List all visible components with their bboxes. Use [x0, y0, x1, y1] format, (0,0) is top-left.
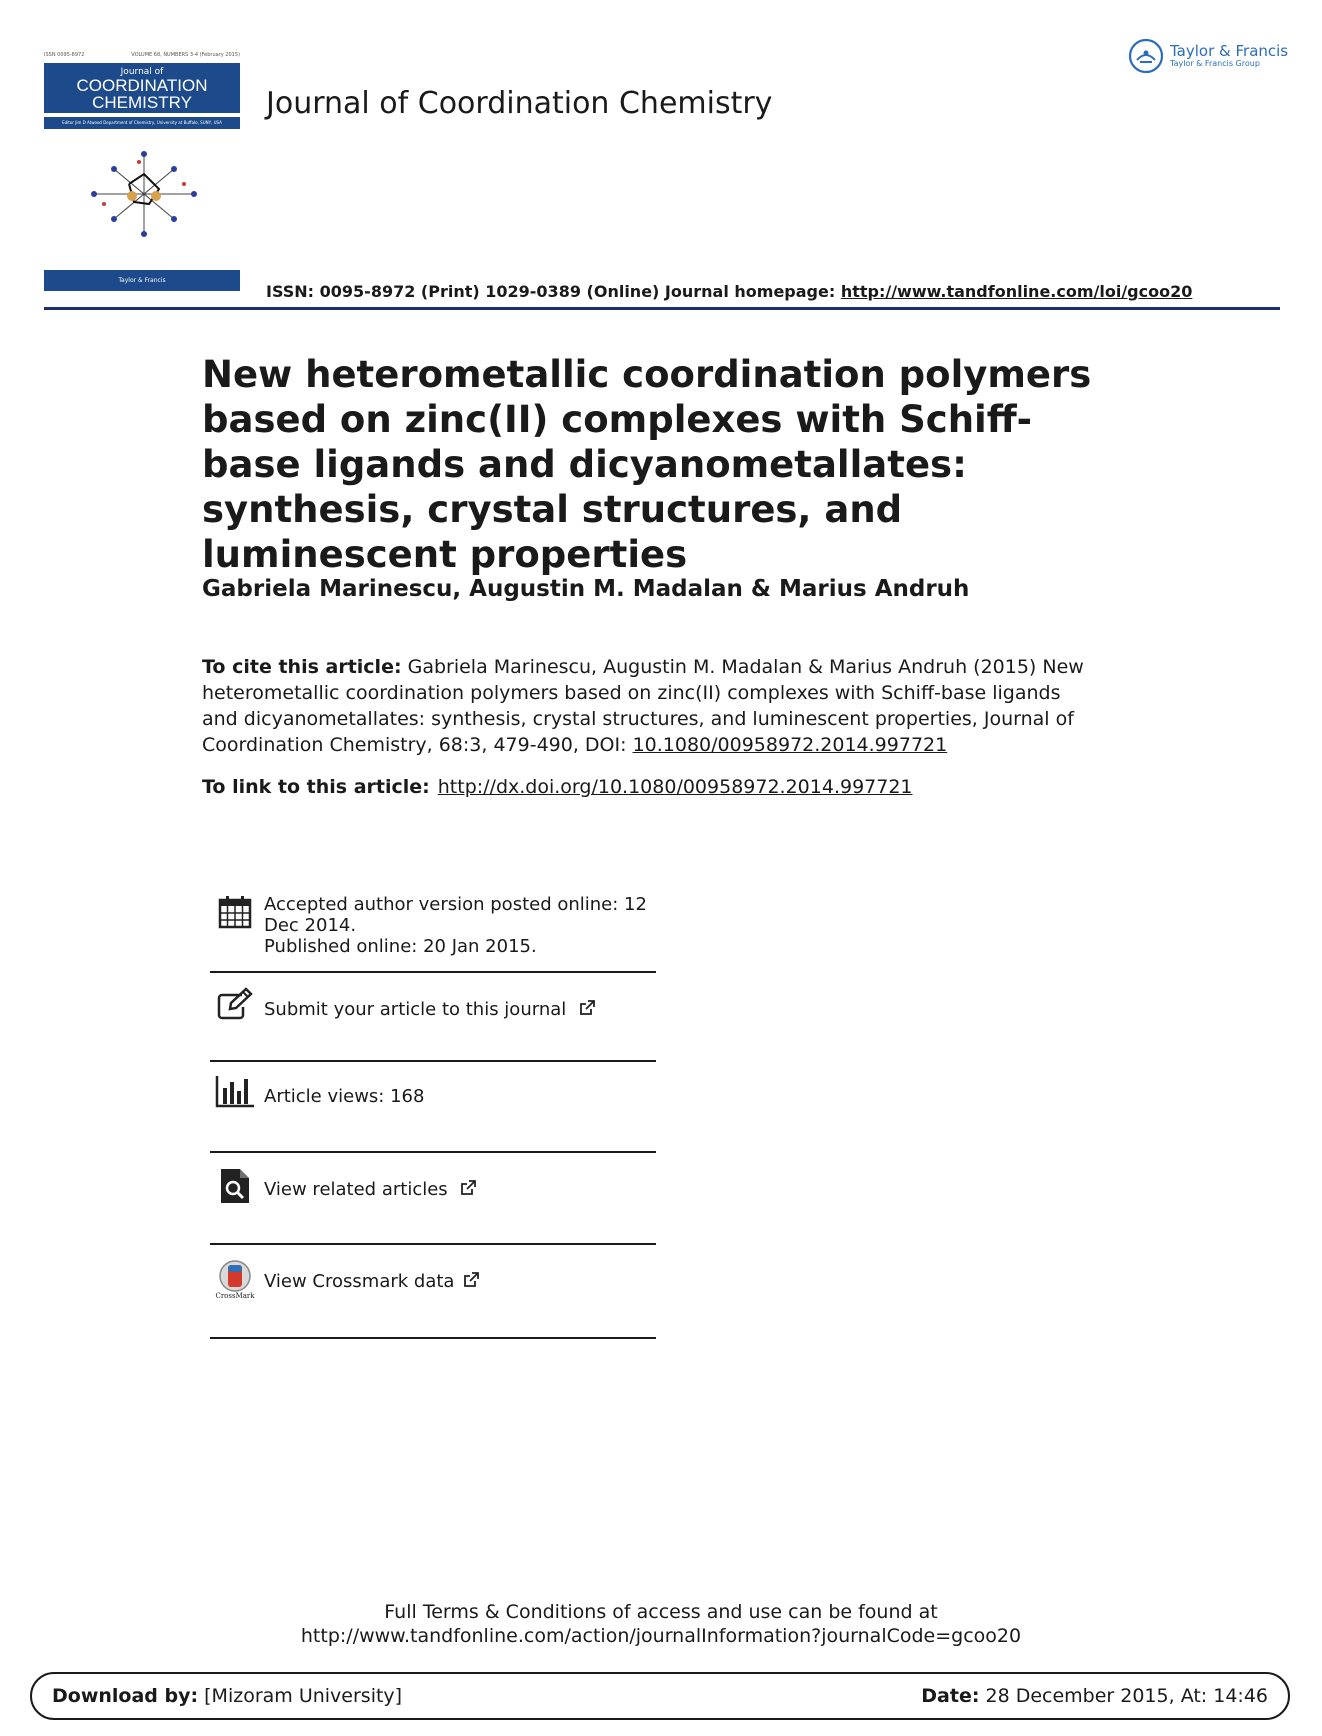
crossmark-logo-text: CrossMark — [215, 1292, 255, 1300]
cover-publisher: Taylor & Francis — [44, 270, 240, 291]
cover-issn: ISSN 0095-8972 — [44, 52, 85, 58]
external-link-icon — [578, 999, 596, 1017]
publisher-name: Taylor & Francis — [1170, 42, 1289, 60]
cover-top-strip — [44, 52, 240, 62]
related-articles-link[interactable]: View related articles — [264, 1179, 448, 1200]
crossmark-link[interactable]: View Crossmark data — [264, 1271, 455, 1292]
accepted-date-line2: Dec 2014. — [264, 915, 357, 936]
article-doi-url-link[interactable]: http://dx.doi.org/10.1080/00958972.2014.997721 — [437, 776, 913, 798]
publisher-logo[interactable] — [1128, 38, 1288, 74]
related-articles-row[interactable] — [210, 1153, 656, 1245]
edit-icon — [216, 987, 254, 1021]
doi-link[interactable]: 10.1080/00958972.2014.997721 — [632, 734, 948, 756]
journal-cover — [44, 52, 240, 292]
article-views-row — [210, 1062, 656, 1153]
cover-volume: VOLUME 68, NUMBERS 3-4 (February 2015) — [131, 52, 240, 58]
date-label: Date: — [921, 1685, 980, 1707]
cover-header — [44, 63, 240, 113]
article-title: New heterometallic coordination polymers based on zinc(II) complexes with Schiff-base ligands and dicyanometallates: synthesis, crystal structures, and luminescent properties — [202, 353, 1092, 576]
external-link-icon — [459, 1179, 477, 1197]
cover-editor: Editor Jim D Atwood Department of Chemistry, University at Buffalo, SUNY, USA — [44, 117, 240, 129]
calendar-icon — [217, 894, 253, 930]
citation-block — [202, 654, 1102, 758]
article-views: Article views: 168 — [264, 1086, 425, 1107]
issn-text: ISSN: 0095-8972 (Print) 1029-0389 (Online) Journal homepage: — [266, 282, 841, 301]
download-date — [921, 1685, 1268, 1707]
downloaded-by — [52, 1685, 402, 1707]
article-link-line — [202, 776, 913, 798]
link-label: To link to this article: — [202, 776, 430, 798]
cite-text: Gabriela Marinescu, Augustin M. Madalan & Marius Andruh (2015) New heterometallic coordination polymers based on zinc(II) complexes with Schiff-base ligands and dicyanometallates: synthesis, crystal structures, and luminescent properties, Journal of Coordination Chemistry, 68:3, 479-490, DOI: — [202, 656, 1084, 756]
download-info-bar — [30, 1672, 1290, 1720]
download-value: [Mizoram University] — [198, 1685, 403, 1707]
date-value: 28 December 2015, At: 14:46 — [979, 1685, 1268, 1707]
issn-line — [266, 282, 1192, 301]
article-info-list — [210, 880, 656, 1339]
crossmark-icon — [217, 1259, 253, 1293]
terms-conditions — [0, 1600, 1322, 1648]
molecule-illustration-icon — [84, 144, 204, 244]
bar-chart-icon — [215, 1074, 255, 1108]
journal-homepage-link[interactable]: http://www.tandfonline.com/loi/gcoo20 — [840, 282, 1193, 301]
accepted-date-line1: Accepted author version posted online: 12 — [264, 894, 647, 915]
cover-line1: COORDINATION — [76, 76, 208, 95]
published-date: Published online: 20 Jan 2015. — [264, 936, 537, 957]
header-divider — [44, 307, 1280, 310]
journal-title: Journal of Coordination Chemistry — [266, 86, 773, 121]
crossmark-row[interactable] — [210, 1245, 656, 1339]
article-authors: Gabriela Marinescu, Augustin M. Madalan & Marius Andruh — [202, 576, 970, 602]
terms-line1: Full Terms & Conditions of access and use can be found at — [384, 1601, 938, 1623]
download-label: Download by: — [52, 1685, 199, 1707]
publisher-group: Taylor & Francis Group — [1170, 59, 1260, 68]
submit-article-row[interactable] — [210, 973, 656, 1062]
cover-journal-of: Journal of — [120, 67, 164, 77]
external-link-icon — [462, 1271, 480, 1289]
cite-label: To cite this article: — [202, 656, 402, 678]
document-search-icon — [219, 1167, 251, 1205]
terms-url-link[interactable]: http://www.tandfonline.com/action/journalInformation?journalCode=gcoo20 — [300, 1625, 1022, 1647]
cover-line2: CHEMISTRY — [92, 93, 192, 112]
publication-dates — [210, 880, 656, 973]
taylor-francis-logo-icon — [1128, 38, 1164, 74]
submit-article-link[interactable]: Submit your article to this journal — [264, 999, 567, 1020]
